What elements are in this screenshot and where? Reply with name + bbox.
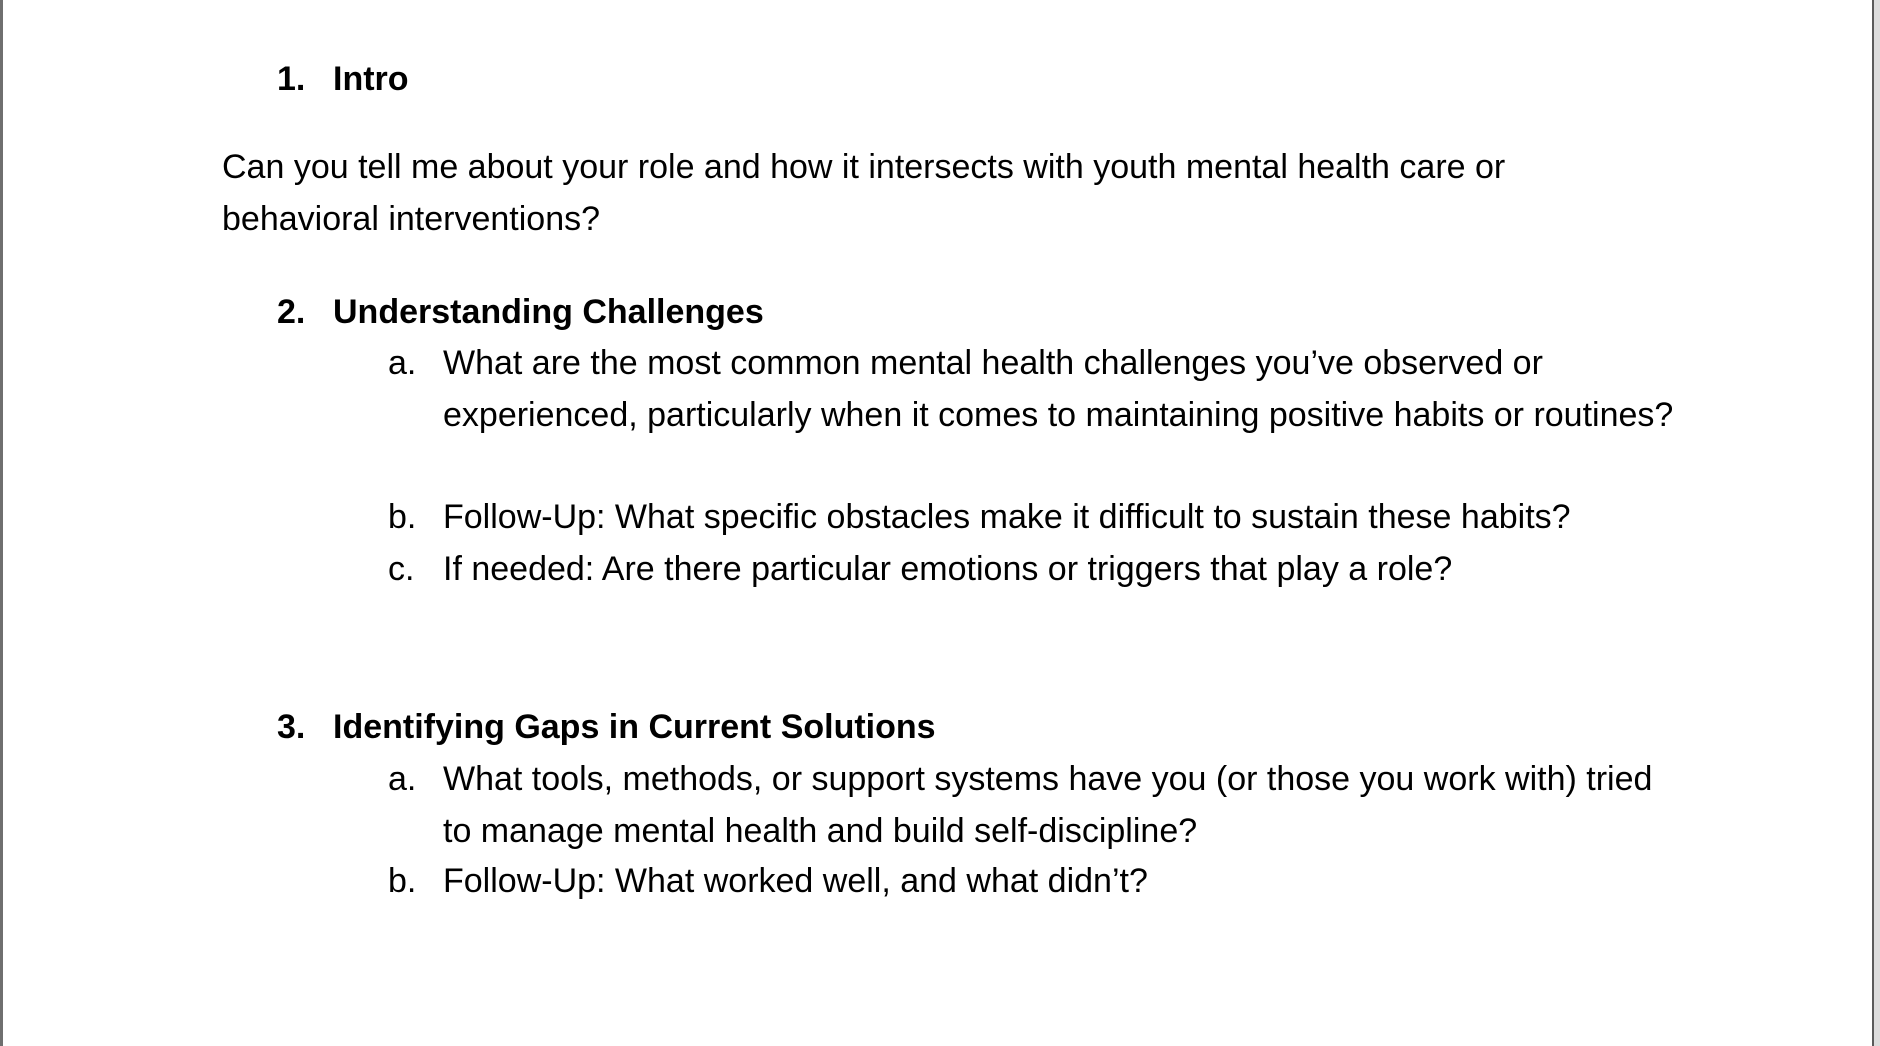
section-number: 3. bbox=[277, 708, 306, 746]
section-heading-gaps bbox=[277, 707, 936, 747]
list-marker: b. bbox=[388, 498, 417, 536]
list-item-text: If needed: Are there particular emotions or triggers that play a role? bbox=[443, 550, 1453, 588]
list-item bbox=[388, 492, 1688, 544]
list-marker: b. bbox=[388, 862, 417, 900]
list-item-text: Follow-Up: What specific obstacles make it difficult to sustain these habits? bbox=[443, 498, 1571, 536]
section-number: 2. bbox=[277, 293, 306, 331]
list-item bbox=[388, 544, 1688, 596]
scroll-gutter[interactable] bbox=[1874, 0, 1880, 1046]
section-title: Intro bbox=[333, 60, 409, 98]
section-heading-challenges bbox=[277, 292, 764, 332]
list-marker: a. bbox=[388, 344, 417, 382]
list-item bbox=[388, 856, 1688, 908]
section-number: 1. bbox=[277, 60, 306, 98]
list-marker: c. bbox=[388, 550, 415, 588]
list-item bbox=[388, 754, 1688, 857]
list-item-text: What are the most common mental health challenges you’ve observed or experienced, particularly when it comes to maintaining positive habits or routines? bbox=[443, 344, 1674, 434]
list-item bbox=[388, 338, 1688, 441]
intro-question: Can you tell me about your role and how it intersects with youth mental health care or behavioral interventions? bbox=[222, 148, 1506, 238]
section-heading-intro bbox=[277, 59, 409, 99]
section-title: Identifying Gaps in Current Solutions bbox=[333, 708, 936, 746]
list-marker: a. bbox=[388, 760, 417, 798]
list-item-text: Follow-Up: What worked well, and what didn’t? bbox=[443, 862, 1148, 900]
list-item-text: What tools, methods, or support systems have you (or those you work with) tried to manage mental health and build self-discipline? bbox=[443, 760, 1653, 850]
section-title: Understanding Challenges bbox=[333, 293, 764, 331]
